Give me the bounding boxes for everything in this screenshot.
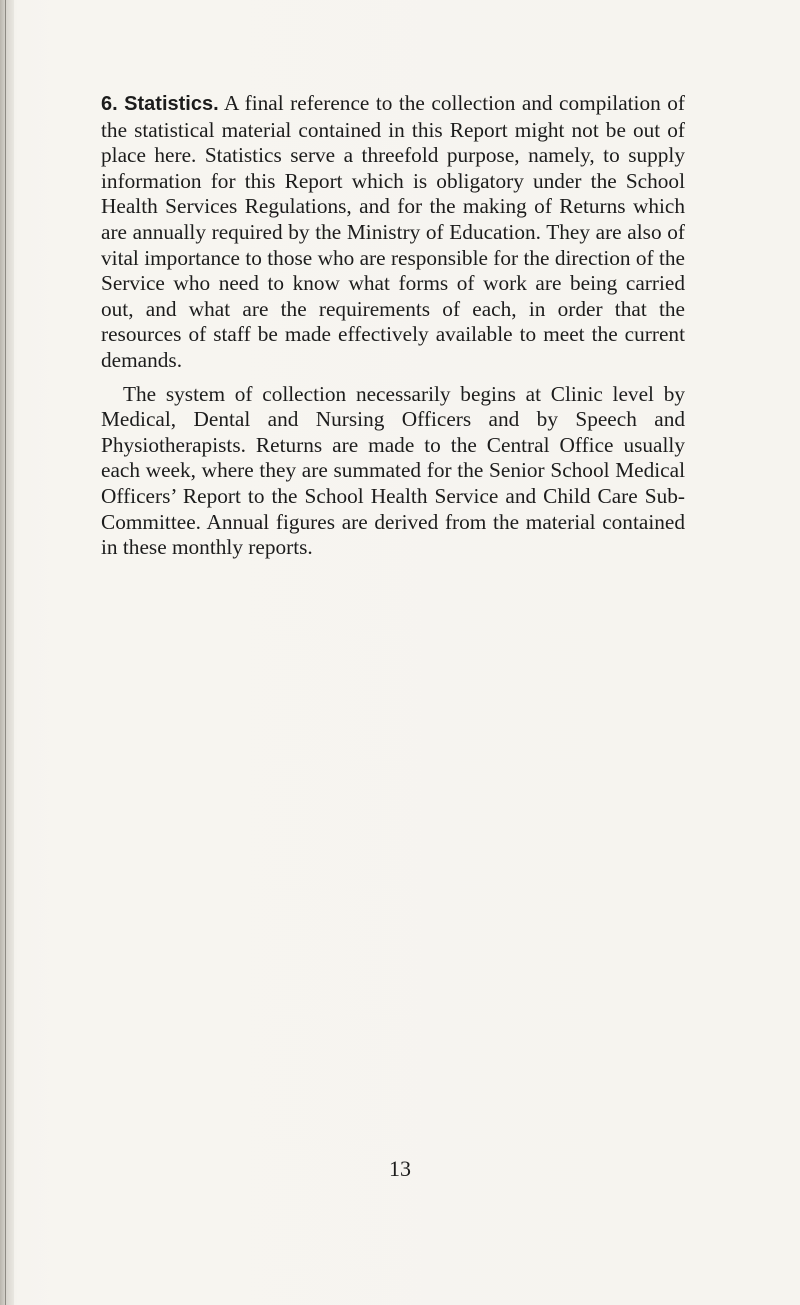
paragraph-collection-system: The system of collection necessarily begins at Clinic level by Medical, Dental and Nursing Officers and by Speech and Physiotherapists. Returns are made to the Central Office usually each week, where they are summated for the Senior School Medical Officers’ Report to the School Health Service and Child Care Sub-Committee. Annual figures are derived from the material contained in these monthly reports. [101,381,685,560]
page-number: 13 [389,1156,411,1181]
binding-gutter [0,0,14,1305]
paragraph-statistics [101,91,685,374]
section-title: Statistics. [124,93,219,115]
binding-edge-line [5,0,6,1305]
section-number: 6. [101,93,118,115]
paragraph-1-text: A final reference to the collection and compilation of the statistical material contained in this Report might not be out of place here. Statistics serve a threefold purpose, namely, to supply information for this Report which is obligatory under the School Health Services Regulations, and for the making of Returns which are annually required by the Ministry of Education. They are also of vital importance to those who are responsible for the direction of the Service who need to know what forms of work are being carried out, and what are the requirements of each, in order that the resources of staff be made effectively available to meet the current demands. [101,91,685,372]
body-text [101,91,685,561]
